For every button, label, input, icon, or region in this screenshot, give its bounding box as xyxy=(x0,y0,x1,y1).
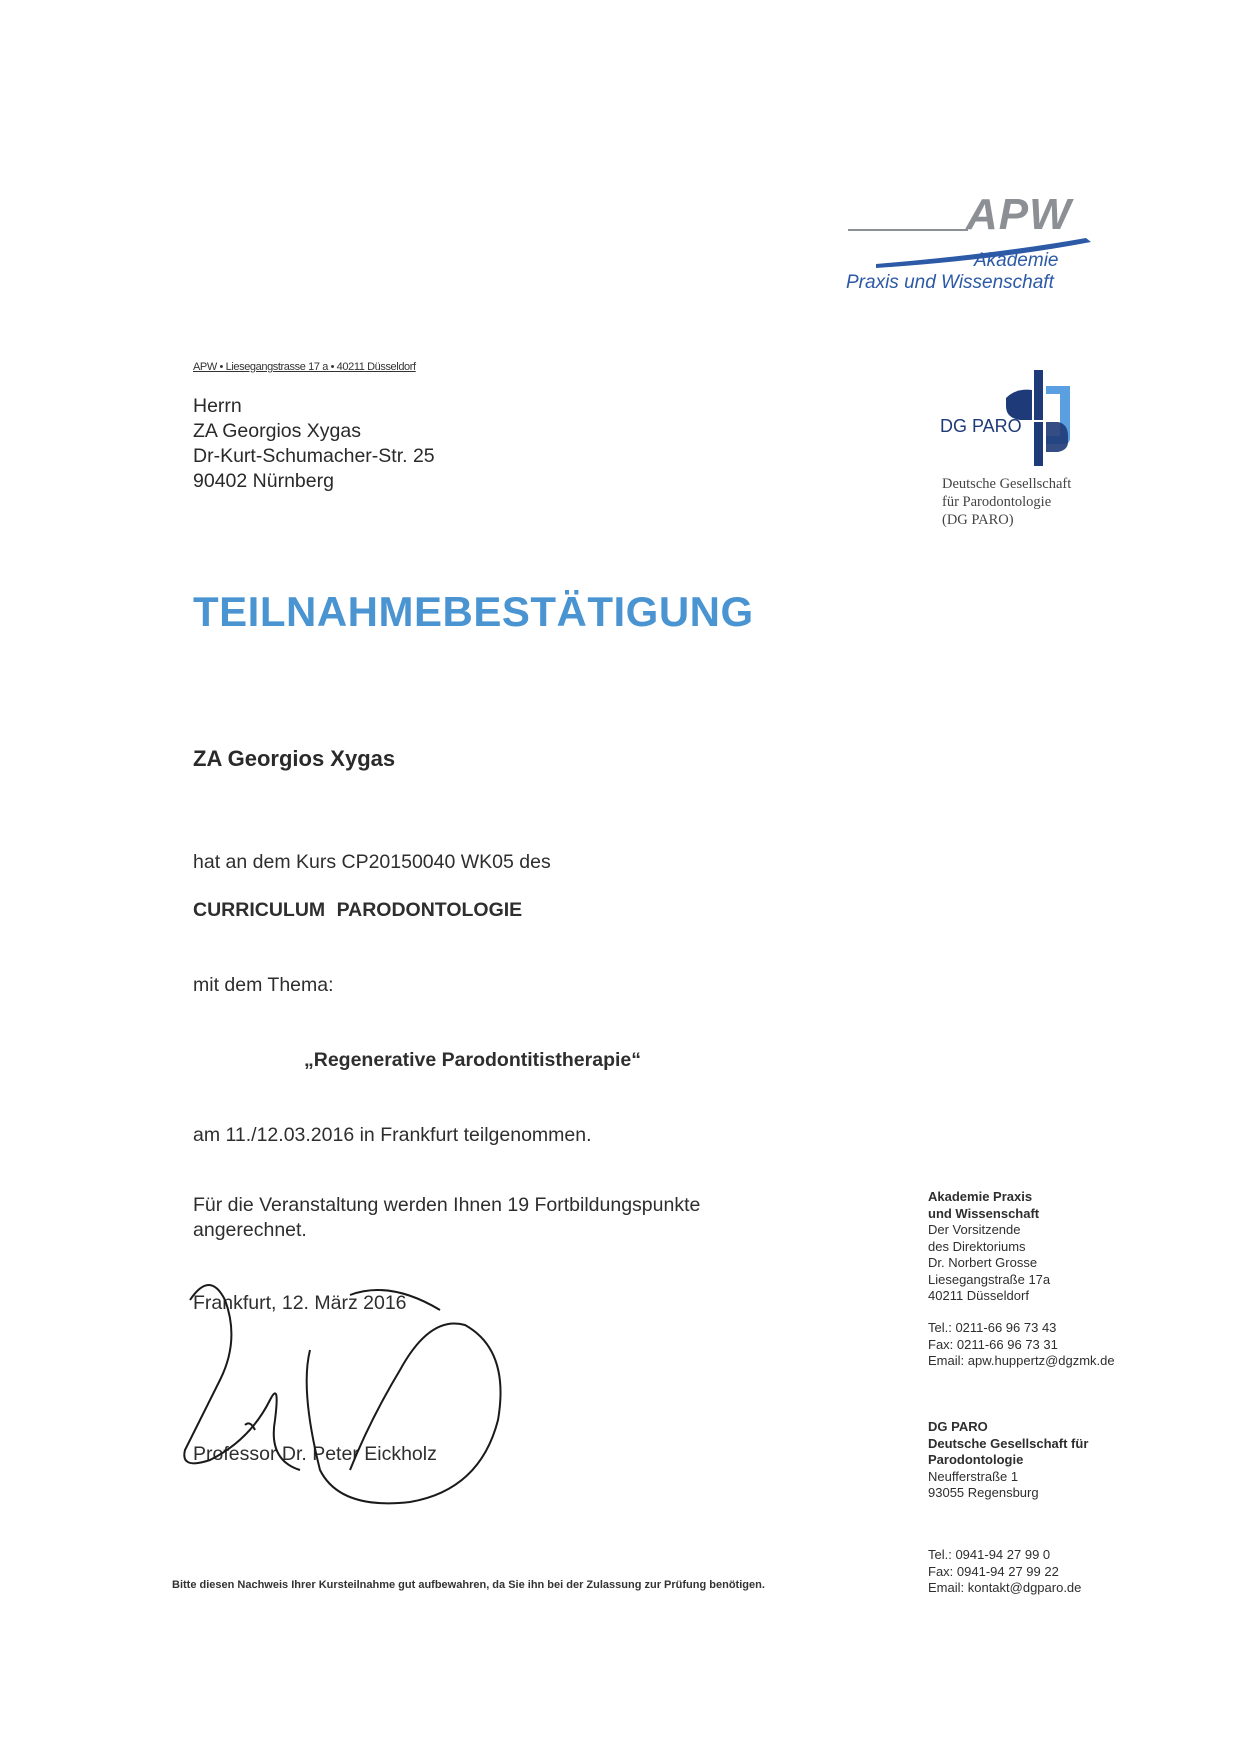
apw-contact-tel: Tel.: 0211-66 96 73 43 xyxy=(928,1320,1057,1335)
apw-contact-role-1: Der Vorsitzende xyxy=(928,1222,1021,1237)
recipient-street: Dr-Kurt-Schumacher-Str. 25 xyxy=(193,445,435,467)
dgparo-contact-org-1: DG PARO xyxy=(928,1419,988,1434)
recipient-name: ZA Georgios Xygas xyxy=(193,420,361,442)
apw-akademie: Akademie xyxy=(974,250,1059,271)
sender-line: APW • Liesegangstrasse 17 a • 40211 Düsseldorf xyxy=(193,361,416,373)
dgparo-label: DG PARO xyxy=(940,416,1022,436)
apw-praxis: Praxis und Wissenschaft xyxy=(846,272,1054,293)
document-title: TEILNAHMEBESTÄTIGUNG xyxy=(193,588,754,635)
topic: „Regenerative Parodontitistherapie“ xyxy=(304,1049,642,1071)
participant-name: ZA Georgios Xygas xyxy=(193,746,396,771)
footnote: Bitte diesen Nachweis Ihrer Kursteilnahme gut aufbewahren, da Sie ihn bei der Zulassung zur Prüfung benötigen. xyxy=(172,1579,765,1591)
signer-name: Professor Dr. Peter Eickholz xyxy=(193,1443,437,1465)
apw-contact-person: Dr. Norbert Grosse xyxy=(928,1255,1038,1270)
recipient-salutation: Herrn xyxy=(193,395,242,417)
apw-contact-fax: Fax: 0211-66 96 73 31 xyxy=(928,1336,1058,1352)
recipient-city: 90402 Nürnberg xyxy=(193,470,334,492)
dgparo-fullname-2: für Parodontologie xyxy=(942,494,1052,510)
apw-contact-block xyxy=(928,1189,1050,1305)
dgparo-contact-fax: Fax: 0941-94 27 99 22 xyxy=(928,1563,1059,1579)
apw-contact-org-1: Akademie Praxis xyxy=(928,1189,1033,1204)
dgparo-contact-org-2: Deutsche Gesellschaft für xyxy=(928,1435,1089,1451)
date-line: am 11./12.03.2016 in Frankfurt teilgenommen. xyxy=(193,1124,592,1146)
apw-contact-comms xyxy=(928,1320,1115,1370)
apw-contact-city: 40211 Düsseldorf xyxy=(928,1288,1029,1303)
recipient-address xyxy=(193,394,435,494)
apw-brand: APW xyxy=(966,190,1072,239)
curriculum-name: CURRICULUM PARODONTOLOGIE xyxy=(193,899,523,921)
apw-contact-street: Liesegangstraße 17a xyxy=(928,1271,1051,1287)
dgparo-fullname xyxy=(942,475,1071,529)
dgparo-contact-comms xyxy=(928,1547,1081,1597)
dgparo-fullname-3: (DG PARO) xyxy=(942,512,1014,528)
points-line-2: angerechnet. xyxy=(193,1219,307,1241)
dgparo-contact-street: Neufferstraße 1 xyxy=(928,1468,1019,1484)
signature-graphic xyxy=(180,1270,530,1510)
points-text xyxy=(193,1193,700,1243)
dgparo-contact-block xyxy=(928,1419,1088,1502)
apw-contact-role-2: des Direktoriums xyxy=(928,1238,1026,1254)
course-line: hat an dem Kurs CP20150040 WK05 des xyxy=(193,851,551,873)
signature xyxy=(180,1270,530,1510)
dgparo-contact-org-3: Parodontologie xyxy=(928,1452,1024,1467)
apw-contact-email: Email: apw.huppertz@dgzmk.de xyxy=(928,1353,1115,1368)
topic-label: mit dem Thema: xyxy=(193,974,334,996)
dgparo-fullname-1: Deutsche Gesellschaft xyxy=(942,476,1072,492)
points-line-1: Für die Veranstaltung werden Ihnen 19 Fortbildungspunkte xyxy=(193,1194,701,1216)
dgparo-contact-city: 93055 Regensburg xyxy=(928,1485,1039,1500)
place-date: Frankfurt, 12. März 2016 xyxy=(193,1292,407,1314)
dgparo-contact-email: Email: kontakt@dgparo.de xyxy=(928,1580,1082,1595)
apw-contact-org-2: und Wissenschaft xyxy=(928,1205,1040,1221)
apw-logo xyxy=(846,190,1096,300)
dgparo-contact-tel: Tel.: 0941-94 27 99 0 xyxy=(928,1547,1051,1562)
dgparo-logo xyxy=(940,370,1100,470)
